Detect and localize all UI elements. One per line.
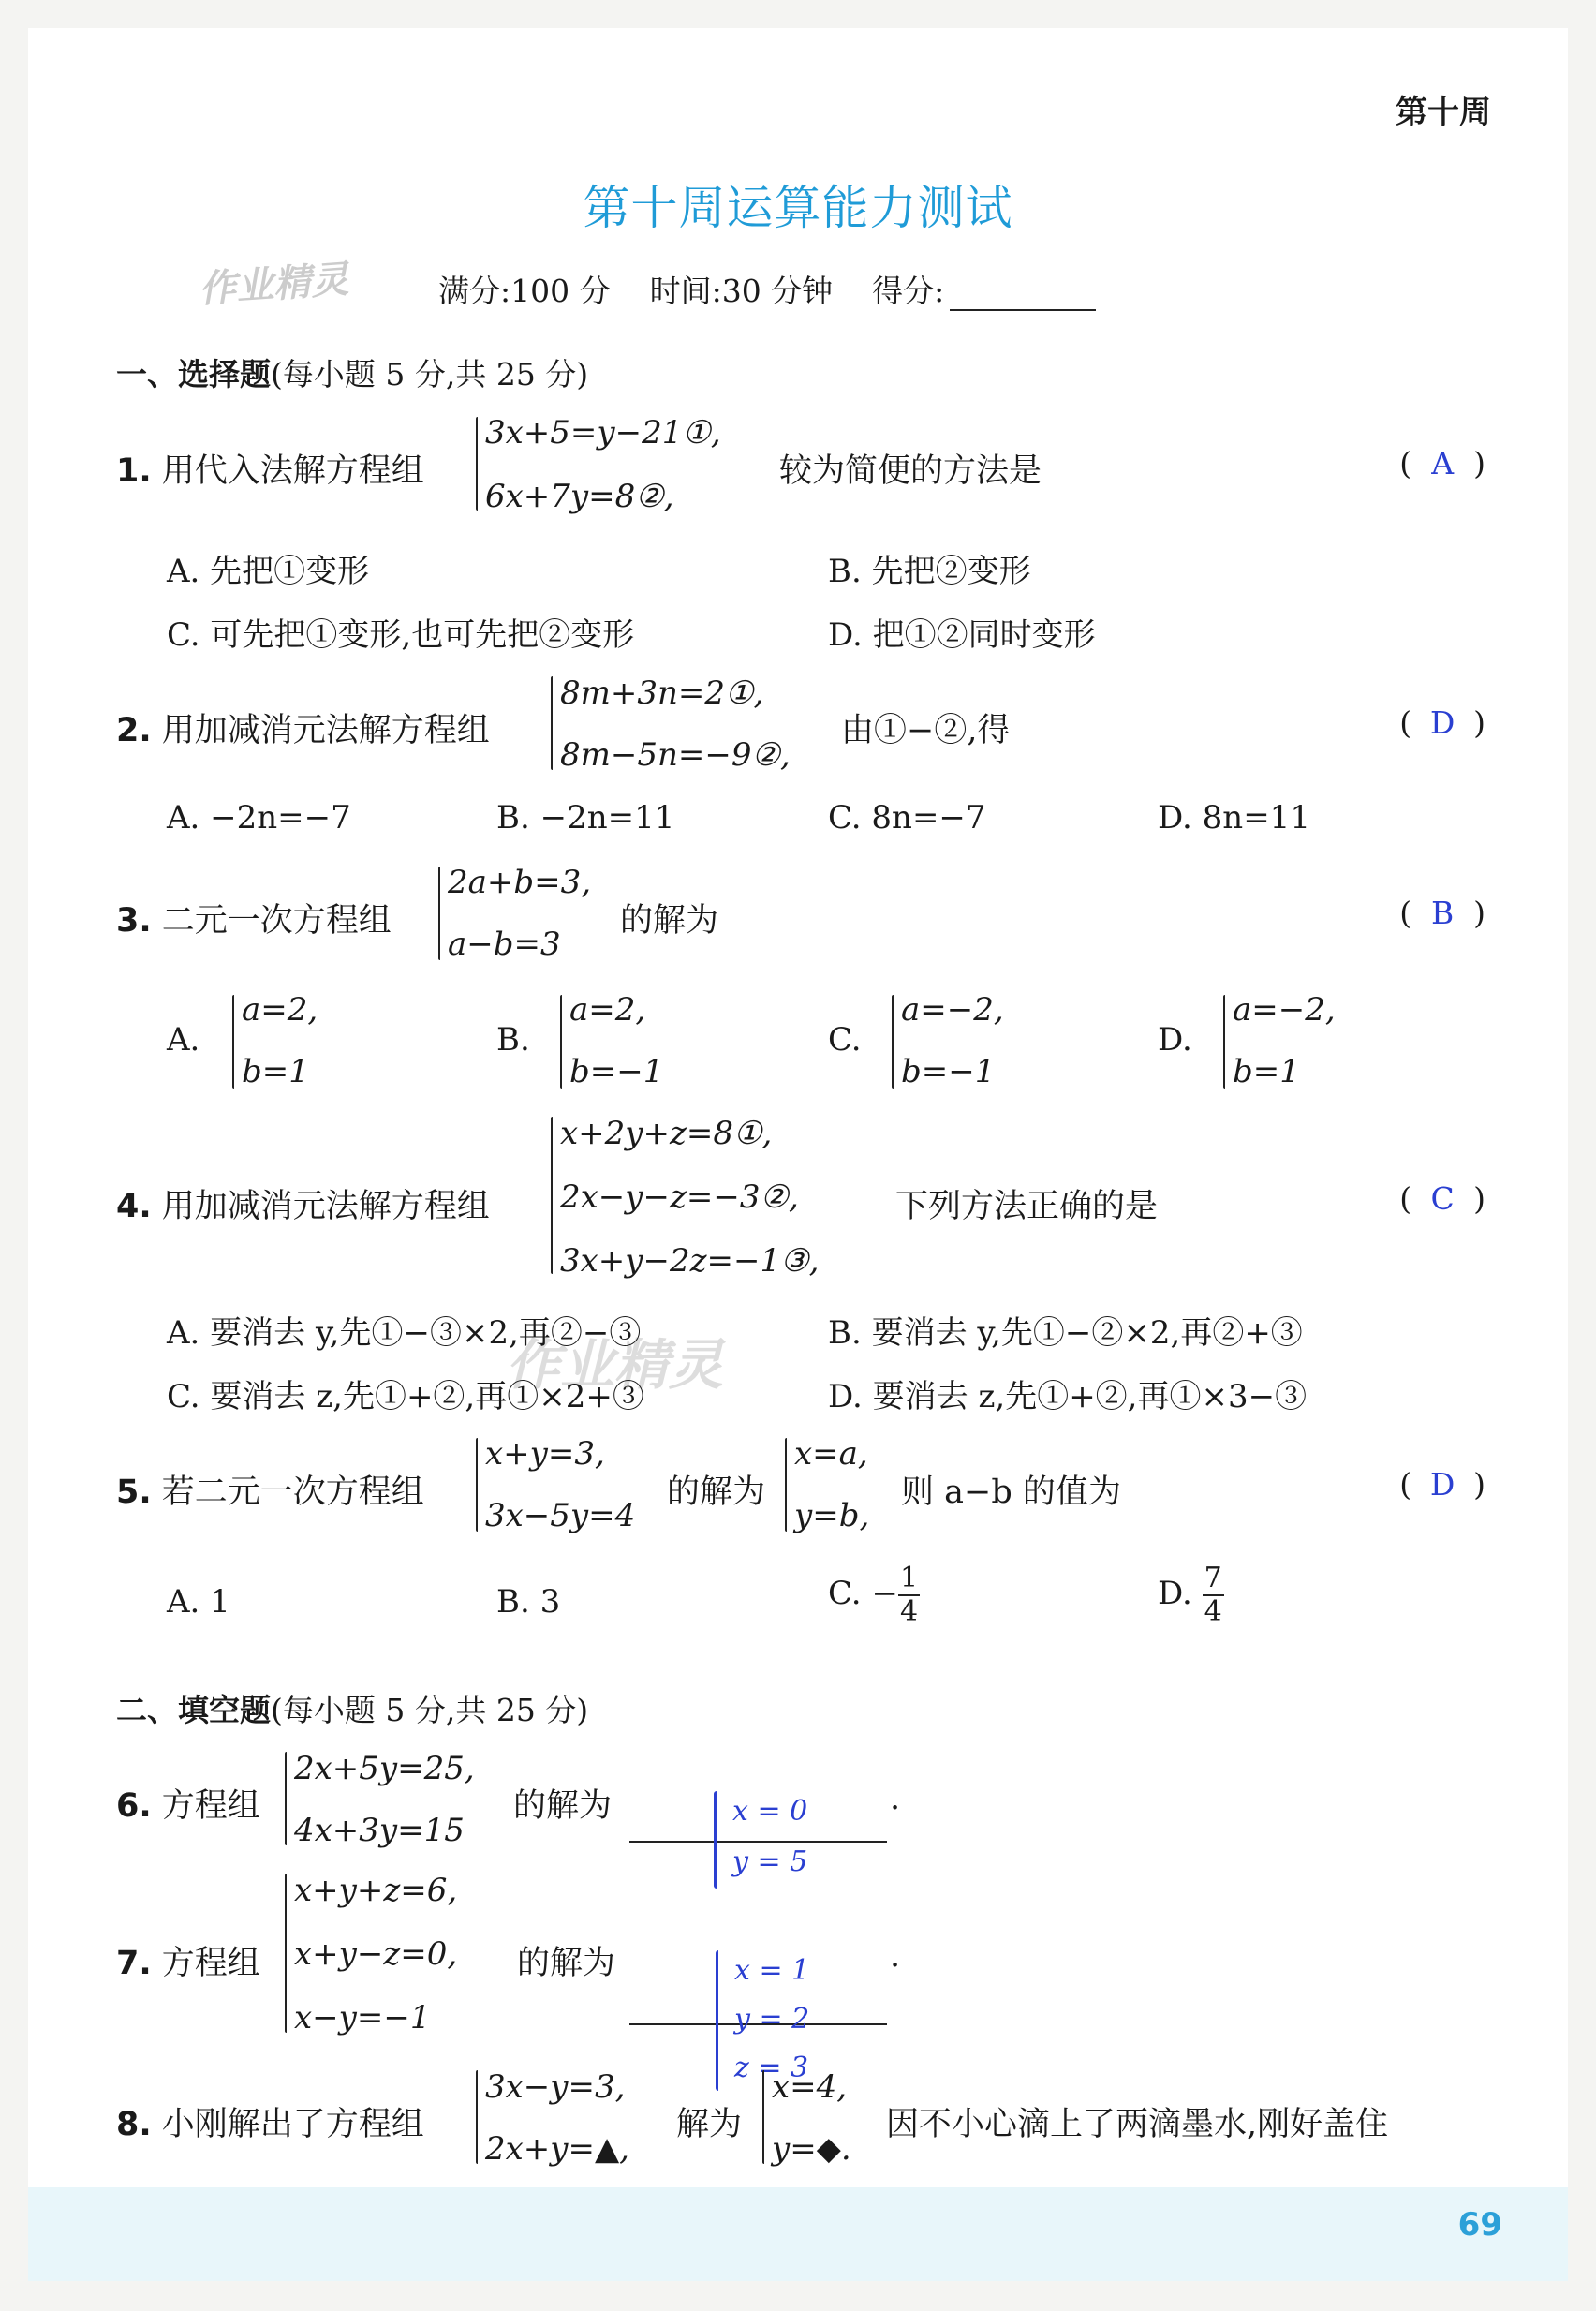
q5-option-c-fraction	[898, 1563, 920, 1628]
q5-option-d[interactable]	[1158, 1563, 1224, 1628]
q5-option-c-den: 4	[899, 1595, 919, 1628]
q8-eq2: 2x+y=▲,	[485, 2130, 629, 2168]
section-fill-heading: 二、填空题	[116, 1692, 271, 1728]
q8-s2: y=◆.	[772, 2130, 851, 2168]
q8-number: 8.	[116, 2106, 152, 2143]
q3-answer: B	[1430, 895, 1455, 931]
q3-option-c-l2: b=−1	[901, 1053, 996, 1090]
q5-option-c-label: C.	[828, 1575, 862, 1612]
q3-option-a-brace	[232, 995, 234, 1089]
q3-option-b-l1: a=2,	[569, 991, 646, 1029]
q1-option-b[interactable]: B. 先把②变形	[828, 553, 1031, 590]
q5-solution-brace	[785, 1438, 787, 1532]
q8-mid: 解为	[676, 2106, 743, 2143]
q7-eq2: x+y−z=0,	[294, 1935, 458, 1973]
q6-answer-brace	[714, 1791, 717, 1889]
q4-option-b[interactable]: B. 要消去 y,先①−②×2,再②+③	[828, 1314, 1303, 1352]
q7-text: 方程组	[161, 1945, 260, 1982]
q3-option-a-label: A.	[167, 1021, 200, 1059]
q1-answer-box[interactable]: ( A )	[1399, 445, 1485, 481]
q7-answer-z: z = 3	[734, 2052, 809, 2084]
week-label: 第十周	[1396, 94, 1491, 131]
q3-option-d-l1: a=−2,	[1233, 991, 1336, 1029]
q5-option-c-num: 1	[899, 1562, 919, 1594]
q7-tail: 的解为	[517, 1945, 616, 1982]
q5-option-d-num: 7	[1204, 1562, 1222, 1594]
q3-brace	[438, 867, 440, 960]
q4-tail: 下列方法正确的是	[895, 1188, 1159, 1225]
q1-text: 用代入法解方程组	[161, 452, 424, 490]
q2-option-a[interactable]: A. −2n=−7	[167, 799, 351, 837]
footer-band	[28, 2187, 1568, 2281]
q5-option-c-sign: −	[871, 1575, 898, 1612]
q3-text: 二元一次方程组	[161, 902, 392, 940]
q5-eq1: x+y=3,	[485, 1435, 605, 1473]
q1-brace	[476, 417, 478, 511]
section-fill-note: (每小题 5 分,共 25 分)	[271, 1692, 589, 1728]
q4-option-c[interactable]: C. 要消去 z,先①+②,再①×2+③	[167, 1378, 644, 1415]
q6-answer-blank[interactable]	[629, 1841, 887, 1843]
q7-brace	[285, 1874, 287, 2033]
q7-end: .	[890, 1937, 901, 1975]
q5-option-c[interactable]	[828, 1563, 920, 1628]
q3-answer-box[interactable]: ( B )	[1399, 895, 1485, 931]
q5-text: 若二元一次方程组	[161, 1474, 424, 1511]
q3-option-c-l1: a=−2,	[901, 991, 1004, 1029]
page-title: 第十周运算能力测试	[583, 181, 1013, 235]
q4-number: 4.	[116, 1188, 152, 1225]
score-label: 得分:	[872, 273, 945, 309]
score-blank[interactable]	[950, 281, 1096, 311]
q2-number: 2.	[116, 712, 152, 749]
q5-number: 5.	[116, 1474, 152, 1511]
full-marks: 满分:100 分	[438, 273, 611, 309]
section-choice-note: (每小题 5 分,共 25 分)	[271, 356, 589, 393]
q2-option-d[interactable]: D. 8n=11	[1158, 799, 1310, 837]
q5-s2: y=b,	[794, 1497, 870, 1534]
q1-eq1: 3x+5=y−21①,	[485, 414, 721, 452]
q1-option-a[interactable]: A. 先把①变形	[167, 553, 370, 590]
q4-option-a[interactable]: A. 要消去 y,先①−③×2,再②−③	[167, 1314, 642, 1352]
q7-eq3: x−y=−1	[294, 1999, 431, 2037]
q7-answer-x: x = 1	[734, 1954, 810, 1987]
q6-eq2: 4x+3y=15	[294, 1812, 465, 1849]
q2-option-c[interactable]: C. 8n=−7	[828, 799, 986, 837]
time-limit: 时间:30 分钟	[649, 273, 834, 309]
q3-option-d-brace	[1223, 995, 1225, 1089]
q1-tail: 较为简便的方法是	[779, 452, 1042, 490]
q6-tail: 的解为	[513, 1787, 613, 1825]
q5-tail: 则 a−b 的值为	[901, 1474, 1121, 1511]
q5-eq2: 3x−5y=4	[485, 1497, 636, 1534]
q3-option-d-label: D.	[1158, 1021, 1192, 1059]
q4-option-d[interactable]: D. 要消去 z,先①+②,再①×3−③	[828, 1378, 1308, 1415]
q7-number: 7.	[116, 1945, 152, 1982]
q6-stem	[116, 1780, 260, 1827]
q3-eq2: a−b=3	[448, 926, 561, 963]
q4-answer-box[interactable]: ( C )	[1399, 1180, 1485, 1217]
q2-brace	[551, 676, 553, 770]
q4-eq3: 3x+y−2z=−1③,	[560, 1242, 820, 1280]
q5-option-d-label: D.	[1158, 1575, 1192, 1612]
q3-option-b-l2: b=−1	[569, 1053, 664, 1090]
q6-brace	[285, 1752, 287, 1845]
q7-answer-y: y = 2	[734, 2003, 810, 2036]
q2-tail: 由①−②,得	[841, 712, 1011, 749]
q5-answer-box[interactable]: ( D )	[1399, 1466, 1485, 1503]
q8-eq1: 3x−y=3,	[485, 2068, 626, 2106]
q4-stem	[116, 1180, 490, 1227]
q8-stem	[116, 2098, 424, 2145]
q6-eq1: 2x+5y=25,	[294, 1750, 475, 1787]
section-choice-heading: 一、选择题	[116, 356, 271, 393]
q5-s1: x=a,	[794, 1435, 868, 1473]
q6-end: .	[890, 1780, 901, 1817]
q6-number: 6.	[116, 1787, 152, 1825]
q3-tail: 的解为	[620, 902, 719, 940]
q8-solution-brace	[762, 2070, 764, 2164]
q6-answer-x: x = 0	[732, 1795, 808, 1828]
q2-eq2: 8m−5n=−9②,	[560, 736, 791, 774]
q3-option-b-label: B.	[496, 1021, 530, 1059]
q3-option-a-l1: a=2,	[242, 991, 318, 1029]
page-number: 69	[1457, 2206, 1502, 2244]
q4-answer: C	[1430, 1180, 1455, 1217]
q1-answer: A	[1431, 445, 1455, 481]
q2-text: 用加减消元法解方程组	[161, 712, 490, 749]
q2-answer-box[interactable]: ( D )	[1399, 704, 1485, 741]
q4-brace	[551, 1117, 553, 1274]
q8-tail: 因不小心滴上了两滴墨水,刚好盖住	[886, 2106, 1389, 2143]
section-choice	[116, 350, 588, 394]
q8-s1: x=4,	[772, 2068, 848, 2106]
q3-stem	[116, 895, 392, 941]
q7-answer-brace	[716, 1950, 718, 2091]
q7-eq1: x+y+z=6,	[294, 1872, 458, 1909]
q1-stem	[116, 445, 424, 492]
q1-number: 1.	[116, 452, 152, 490]
q2-answer: D	[1429, 704, 1456, 741]
q4-text: 用加减消元法解方程组	[161, 1188, 490, 1225]
watermark-logo: 作业精灵	[197, 258, 350, 312]
q3-option-c-label: C.	[828, 1021, 862, 1059]
q5-mid: 的解为	[667, 1474, 766, 1511]
q3-option-a-l2: b=1	[242, 1053, 309, 1090]
q2-stem	[116, 704, 490, 751]
q3-eq1: 2a+b=3,	[448, 864, 592, 901]
q1-eq2: 6x+7y=8②,	[485, 478, 674, 515]
q7-stem	[116, 1937, 260, 1984]
q1-option-c[interactable]: C. 可先把①变形,也可先把②变形	[167, 616, 635, 654]
q5-option-a[interactable]: A. 1	[167, 1583, 230, 1621]
q5-stem	[116, 1466, 424, 1513]
test-info	[438, 267, 1096, 311]
q8-brace	[476, 2070, 478, 2164]
q4-eq2: 2x−y−z=−3②,	[560, 1178, 799, 1216]
q5-option-b[interactable]: B. 3	[496, 1583, 561, 1621]
section-fill	[116, 1686, 588, 1730]
q3-option-b-brace	[560, 995, 562, 1089]
q8-text: 小刚解出了方程组	[161, 2106, 424, 2143]
q5-answer: D	[1429, 1466, 1456, 1503]
q5-option-d-fraction	[1203, 1563, 1224, 1628]
q2-eq1: 8m+3n=2①,	[560, 674, 764, 712]
q5-option-d-den: 4	[1204, 1595, 1222, 1628]
watermark-center: 作业精灵	[506, 1333, 724, 1397]
q6-answer-y: y = 5	[732, 1845, 808, 1878]
q5-brace	[476, 1438, 478, 1532]
q3-option-c-brace	[892, 995, 894, 1089]
q3-option-d-l2: b=1	[1233, 1053, 1300, 1090]
q4-eq1: x+2y+z=8①,	[560, 1115, 773, 1152]
q1-option-d[interactable]: D. 把①②同时变形	[828, 616, 1096, 654]
q3-number: 3.	[116, 902, 152, 940]
q6-text: 方程组	[161, 1787, 260, 1825]
q2-option-b[interactable]: B. −2n=11	[496, 799, 675, 837]
